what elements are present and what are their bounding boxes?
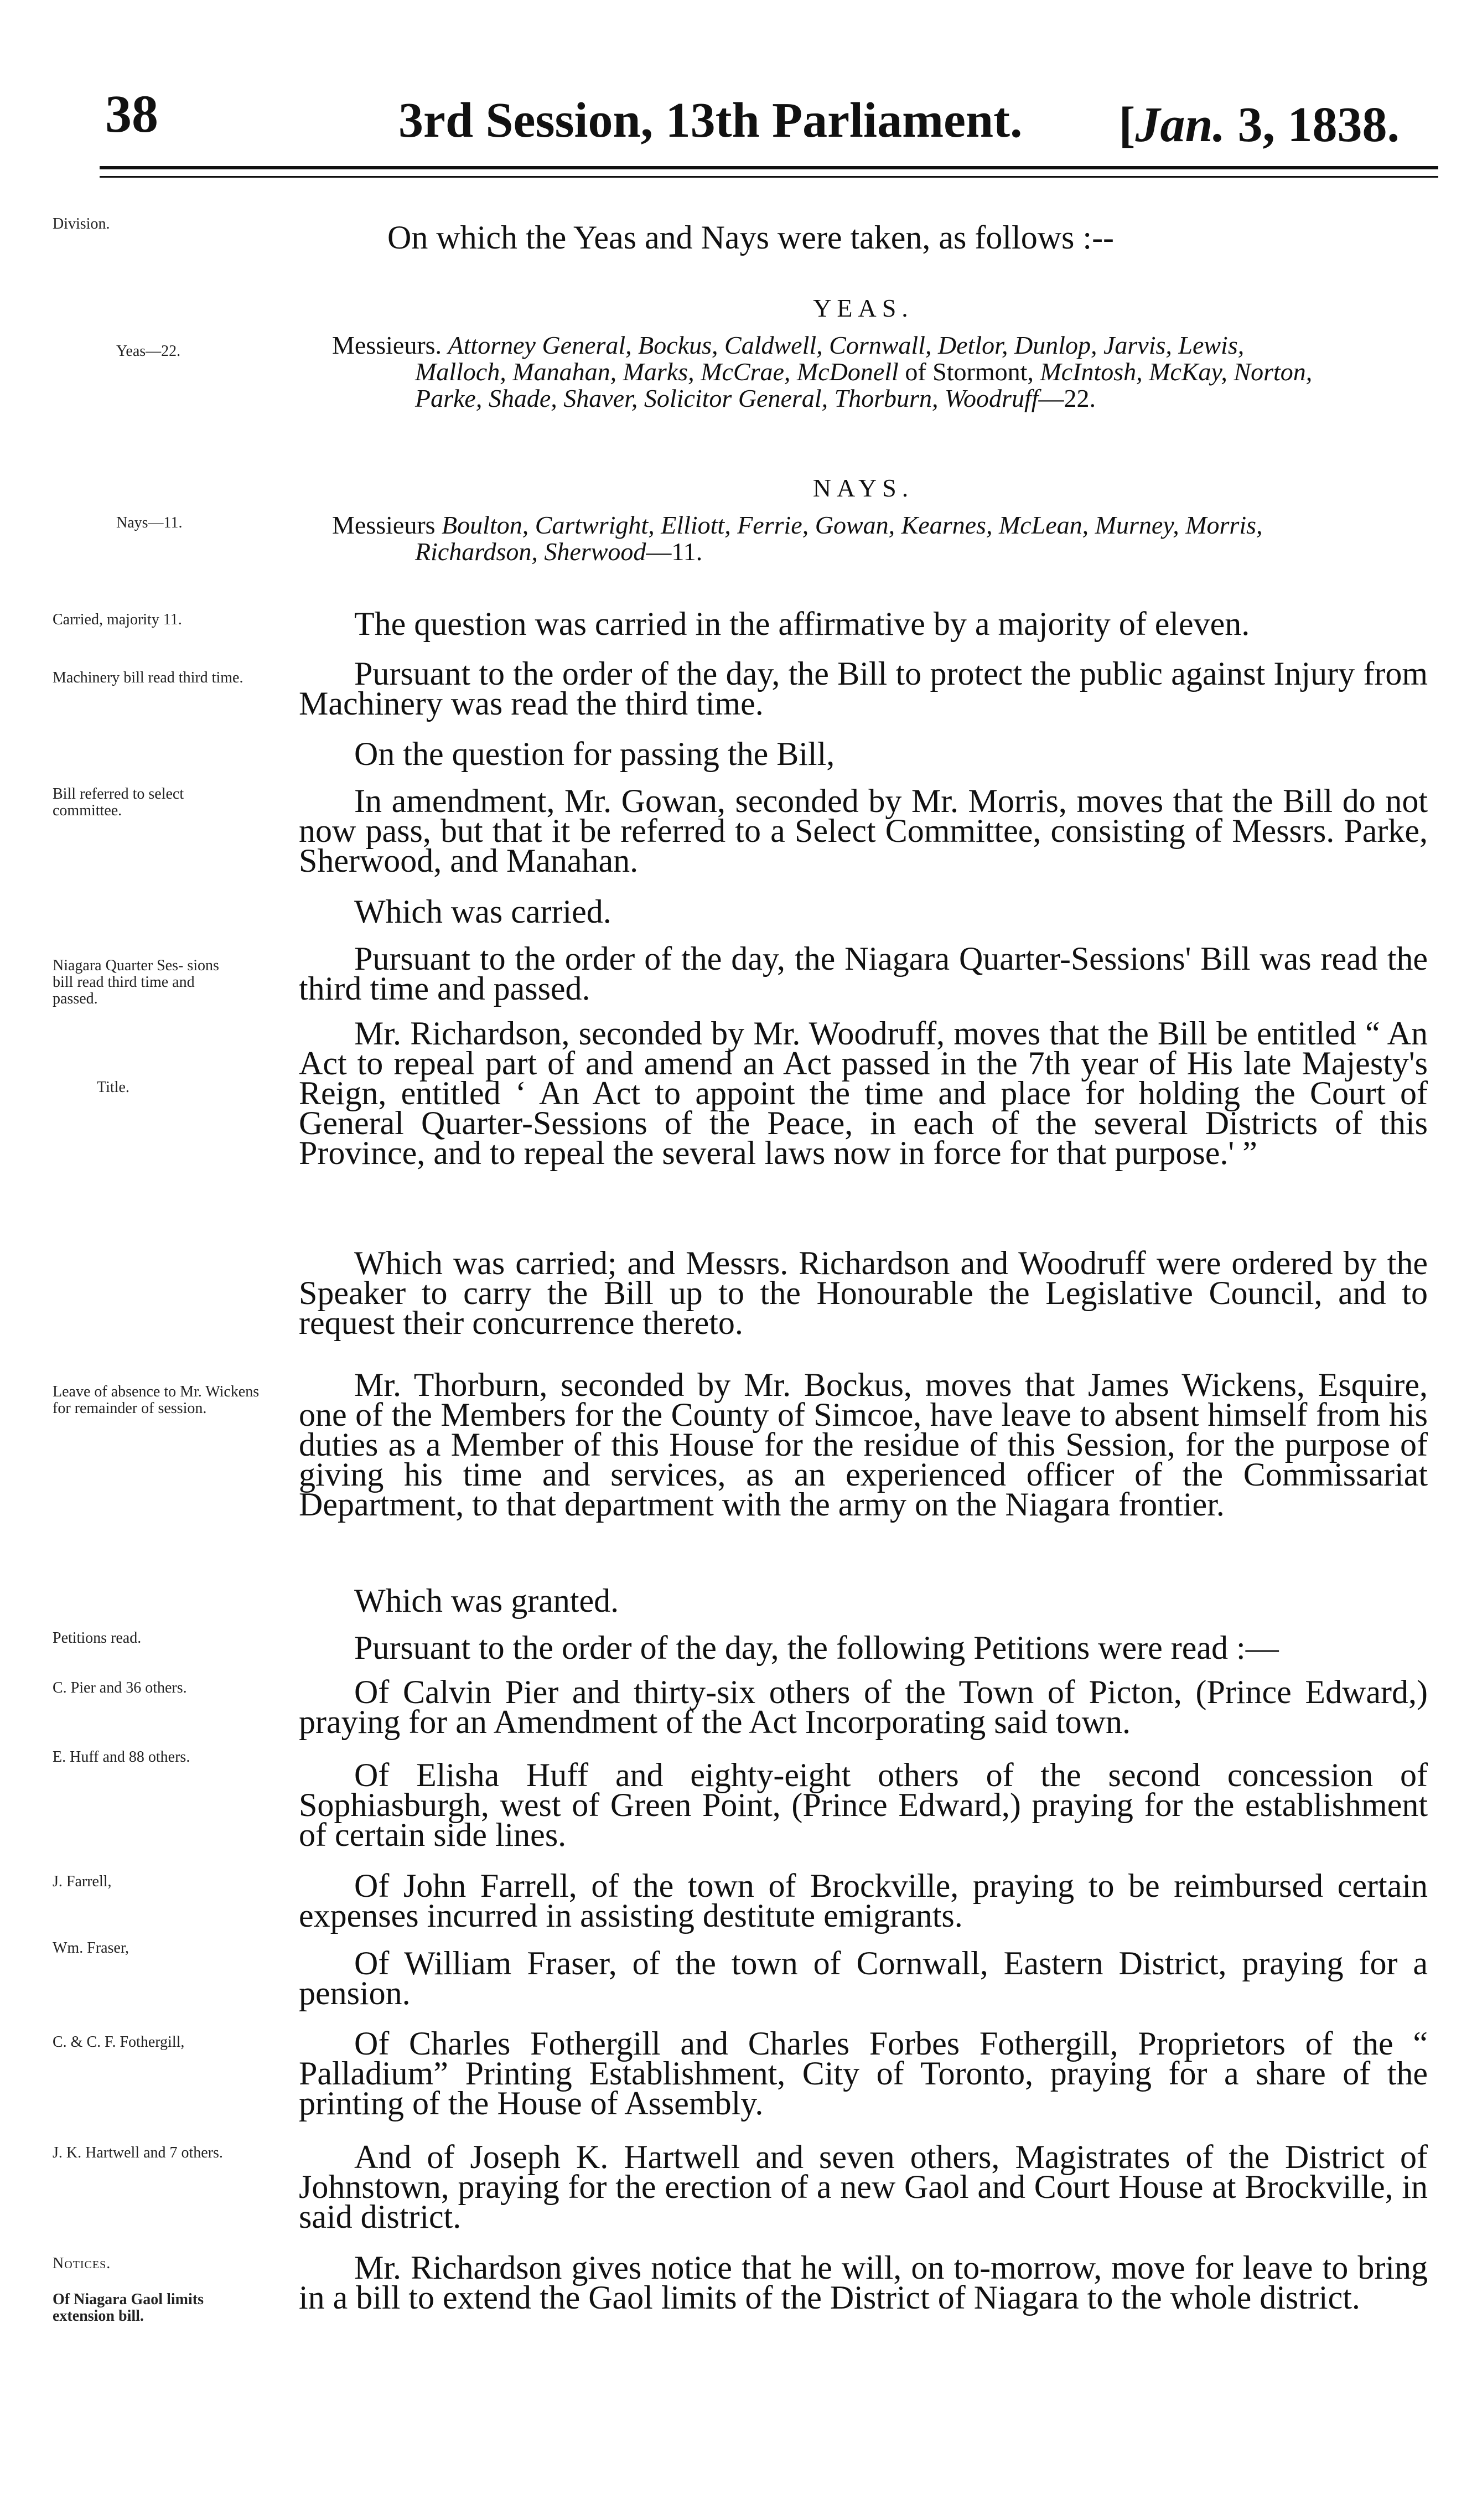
margin-note-hartwell: J. K. Hartwell and 7 others. [53, 2144, 223, 2161]
margin-note-bill-referred: Bill referred to select committee. [53, 785, 184, 819]
header-date [1118, 96, 1400, 153]
margin-note-farrell: J. Farrell, [53, 1873, 112, 1890]
nays-lead: Messieurs [332, 511, 436, 539]
yeas-names-1: Attorney General, Bockus, Caldwell, Cornwall, Detlor, Dunlop, Jarvis, Lewis, [448, 331, 1245, 359]
margin-note-yeas: Yeas—22. [116, 343, 181, 360]
para-carried [299, 606, 1428, 642]
para-huff-text: Of Elisha Huff and eighty-eight others of the second concession of Sophiasburgh, west of Green Point, (Prince Edward,) praying for the establishment of certain side lines. [299, 1757, 1428, 1853]
para-pier-text: Of Calvin Pier and thirty-six others of the Town of Picton, (Prince Edward,) praying for an Amendment of the Act Incorporating said town. [299, 1674, 1428, 1740]
yeas-names-2a: Malloch, Manahan, Marks, McCrae, McDonell [415, 358, 899, 386]
page-header [100, 77, 1438, 172]
para-granted-text: Which was granted. [354, 1582, 619, 1619]
division-intro: On which the Yeas and Nays were taken, as follows :-- [387, 219, 1115, 256]
nays-names-1: Boulton, Cartwright, Elliott, Ferrie, Gowan, Kearnes, McLean, Murney, Morris, [442, 511, 1263, 539]
yeas-line-1 [332, 332, 1439, 359]
para-fraser-text: Of William Fraser, of the town of Cornwall, Eastern District, praying for a pension. [299, 1945, 1428, 2011]
para-fothergill [299, 2025, 1428, 2121]
margin-note-carried: Carried, majority 11. [53, 611, 182, 628]
margin-note-petitions: Petitions read. [53, 1629, 142, 1647]
margin-note-niagara: Niagara Quarter Ses- sions bill read third time and passed. [53, 957, 219, 1007]
yeas-heading: YEAS. [813, 294, 914, 322]
para-which-carried-text: Which was carried. [354, 893, 611, 930]
para-machinery [299, 655, 1428, 722]
margin-note-division: Division. [53, 215, 110, 232]
nays-line-1 [332, 512, 1439, 539]
yeas-line-2 [332, 359, 1439, 385]
yeas-names-3: Parke, Shade, Shaver, Solicitor General, Thorburn, Woodruff [415, 384, 1039, 412]
para-fothergill-text: Of Charles Fothergill and Charles Forbes Fothergill, Proprietors of the “ Palladium” Printing Establishment, City of Toronto, praying for a share of the printing of the House of Assembly. [299, 2025, 1428, 2121]
para-pier [299, 1674, 1428, 1740]
running-title: 3rd Session, 13th Parliament. [398, 93, 1023, 148]
para-machinery-text: Pursuant to the order of the day, the Bill to protect the public against Injury from Machinery was read the third time. [299, 655, 1428, 722]
para-fraser [299, 1945, 1428, 2011]
para-farrell [299, 1867, 1428, 1934]
nays-list [332, 512, 1439, 565]
para-passing [299, 736, 1428, 772]
yeas-names-2b: McIntosh, McKay, Norton, [1040, 358, 1313, 386]
para-huff [299, 1757, 1428, 1853]
para-title-carried [299, 1245, 1428, 1341]
para-petitions-text: Pursuant to the order of the day, the following Petitions were read :— [354, 1629, 1279, 1666]
page-number: 38 [105, 84, 158, 143]
para-title-motion-text: Mr. Richardson, seconded by Mr. Woodruff, moves that the Bill be entitled “ An Act to repeal part of and amend an Act passed in the 7th year of His late Majesty's Reign, entitled ‘ An Act to appoint the time and place for holding the Court of General Quarter-Sessions of the Peace, in each of the several Districts of this Province, and to repeal the several laws now in force for that purpose.' ” [299, 1015, 1428, 1171]
margin-note-nays: Nays—11. [116, 514, 183, 531]
margin-note-fraser: Wm. Fraser, [53, 1939, 129, 1957]
para-granted [299, 1582, 1428, 1619]
para-hartwell [299, 2139, 1428, 2235]
para-passing-text: On the question for passing the Bill, [354, 736, 835, 772]
margin-note-machinery: Machinery bill read third time. [53, 669, 243, 686]
para-farrell-text: Of John Farrell, of the town of Brockville, praying to be reimbursed certain expenses incurred in assisting destitute emigrants. [299, 1867, 1428, 1934]
yeas-list [332, 332, 1439, 412]
para-niagara [299, 940, 1428, 1007]
para-leave-text: Mr. Thorburn, seconded by Mr. Bockus, moves that James Wickens, Esquire, one of the Members for the County of Simcoe, have leave to absent himself from his duties as a Member of this House for the residue of this Session, for the purpose of giving his time and services, as an experienced officer of the Commissariat Department, to that department with the army on the Niagara frontier. [299, 1367, 1428, 1523]
para-hartwell-text: And of Joseph K. Hartwell and seven others, Magistrates of the District of Johnstown, praying for the erection of a new Gaol and Court House at Brockville, in said district. [299, 2139, 1428, 2235]
yeas-count: —22. [1038, 384, 1096, 412]
para-notice [299, 2249, 1428, 2316]
nays-names-2: Richardson, Sherwood [415, 537, 646, 566]
para-carried-text: The question was carried in the affirmative by a majority of eleven. [354, 606, 1250, 642]
margin-note-fothergill: C. & C. F. Fothergill, [53, 2033, 185, 2051]
yeas-of: of Stormont, [898, 358, 1040, 386]
para-title-motion [299, 1015, 1428, 1171]
para-amendment-text: In amendment, Mr. Gowan, seconded by Mr. Morris, moves that the Bill do not now pass, but that it be referred to a Select Committee, consisting of Messrs. Parke, Sherwood, and Manahan. [299, 783, 1428, 879]
margin-note-title: Title. [97, 1079, 129, 1096]
nays-line-2 [332, 539, 1439, 565]
para-leave [299, 1367, 1428, 1523]
para-niagara-text: Pursuant to the order of the day, the Niagara Quarter-Sessions' Bill was read the third time and passed. [299, 940, 1428, 1007]
date-month: Jan. [1135, 97, 1225, 152]
para-title-carried-text: Which was carried; and Messrs. Richardson and Woodruff were ordered by the Speaker to carry the Bill up to the Honourable the Legislative Council, and to request their concurrence thereto. [299, 1245, 1428, 1341]
margin-note-gaol: Of Niagara Gaol limits extension bill. [53, 2291, 204, 2325]
para-petitions [299, 1629, 1428, 1666]
margin-note-leave: Leave of absence to Mr. Wickens for remainder of session. [53, 1383, 260, 1417]
margin-note-pier: C. Pier and 36 others. [53, 1679, 187, 1696]
yeas-line-3 [332, 385, 1439, 412]
para-amendment [299, 783, 1428, 879]
margin-note-notices: Notices. [53, 2255, 111, 2272]
header-rule-thick [100, 166, 1438, 169]
header-rule-thin [100, 176, 1438, 178]
date-bracket: [ [1118, 97, 1136, 152]
para-which-carried [299, 893, 1428, 930]
date-rest: 3, 1838. [1225, 97, 1400, 152]
margin-note-huff: E. Huff and 88 others. [53, 1748, 190, 1766]
nays-heading: NAYS. [812, 474, 914, 502]
para-notice-text: Mr. Richardson gives notice that he will, on to-morrow, move for leave to bring in a bill to extend the Gaol limits of the District of Niagara to the whole district. [299, 2249, 1428, 2316]
yeas-lead: Messieurs. [332, 331, 442, 359]
nays-count: —11. [646, 537, 703, 566]
